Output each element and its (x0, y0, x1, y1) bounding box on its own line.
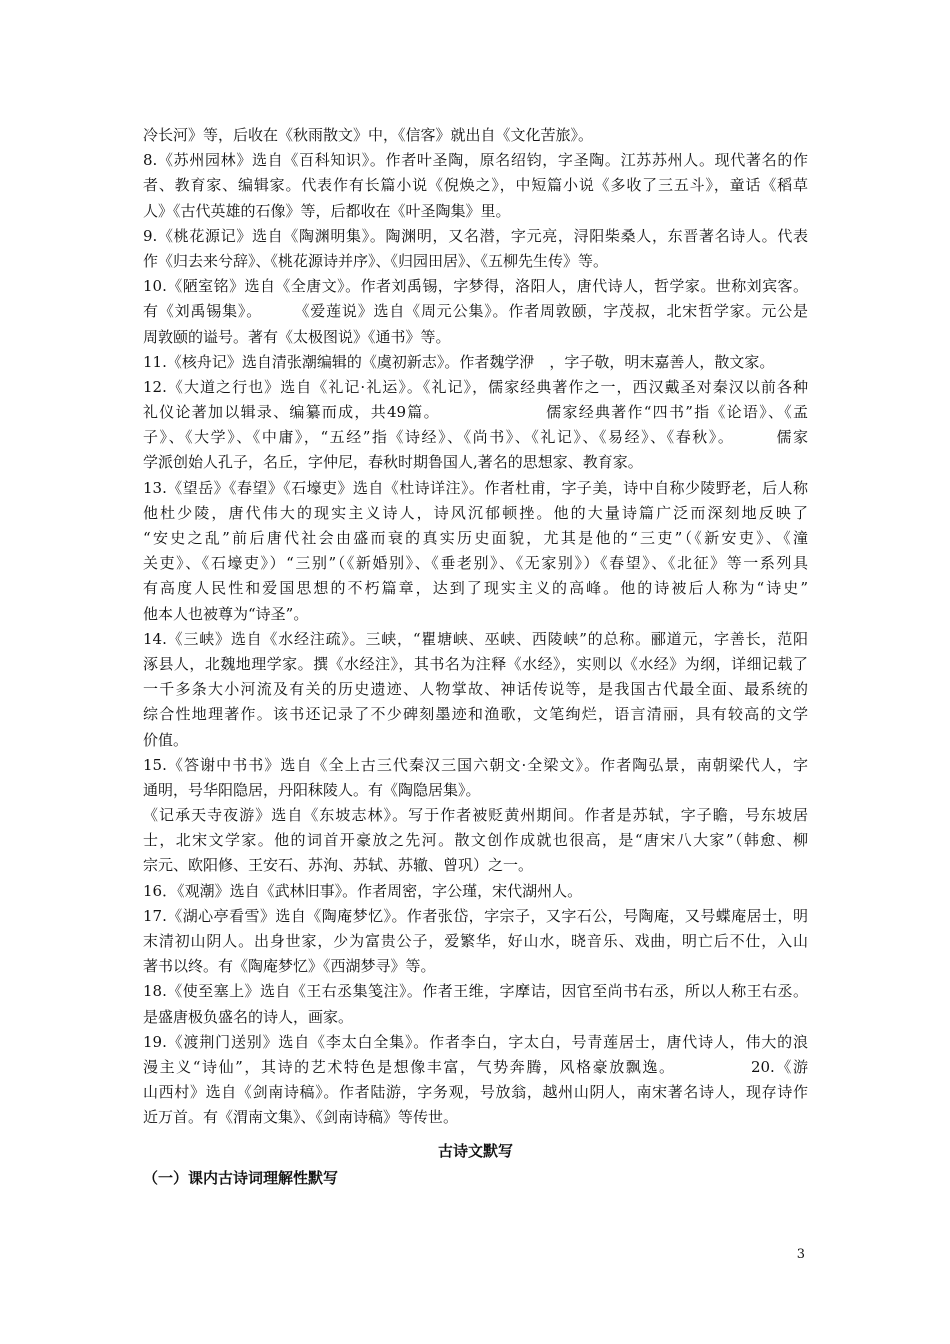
text-line: 9.《桃花源记》选自《陶渊明集》。陶渊明，又名潜，字元亮，浔阳柴桑人，东晋著名诗人。代表 (143, 226, 808, 245)
text-line: 周敦颐的谥号。著有《太极图说》《通书》等。 (143, 327, 451, 346)
text-line: 人》《古代英雄的石像》等，后都收在《叶圣陶集》里。 (143, 201, 511, 220)
text-line: 宗元、欧阳修、王安石、苏洵、苏轼、苏辙、曾巩）之一。 (143, 856, 534, 875)
text-line: “安史之乱”前后唐代社会由盛而衰的真实历史面貌，尤其是他的“三吏”（《新安吏》、《潼 (143, 529, 808, 547)
body-text (143, 123, 808, 1131)
text-line: 19.《渡荆门送别》选自《李太白全集》。作者李白，字太白，号青莲居士，唐代诗人，伟大的浪 (143, 1032, 808, 1051)
text-line: 14.《三峡》选自《水经注疏》。三峡，“瞿塘峡、巫峡、西陵峡”的总称。郦道元，字善长，范阳 (143, 629, 808, 648)
text-line: 15.《答谢中书书》选自《全上古三代秦汉三国六朝文·全梁文》。作者陶弘景，南朝梁代人，字 (143, 755, 808, 774)
text-line: 漫主义“诗仙”，其诗的艺术特色是想像丰富，气势奔腾，风格豪放飘逸。 20.《游 (143, 1057, 808, 1076)
text-line: 学派创始人孔子，名丘，字仲尼，春秋时期鲁国人,著名的思想家、教育家。 (143, 453, 643, 472)
text-line: 一千多条大小河流及有关的历史遗迹、人物掌故、神话传说等，是我国古代最全面、最系统的 (143, 680, 808, 699)
text-line: 是盛唐极负盛名的诗人，画家。 (143, 1007, 354, 1026)
text-line: 16．《观潮》选自《武林旧事》。作者周密，字公瑾，宋代湖州人。 (143, 881, 583, 900)
text-line: 关吏》、《石壕吏》）“三别”（《新婚别》、《垂老别》、《无家别》）《春望》、《北征》等一系列具 (143, 554, 808, 573)
section-title: 古诗文默写 (437, 1142, 513, 1160)
text-line: 8.《苏州园林》选自《百科知识》。作者叶圣陶，原名绍钧，字圣陶。江苏苏州人。现代著名的作 (143, 151, 808, 170)
text-line: 他杜少陵，唐代伟大的现实主义诗人，诗风沉郁顿挫。他的大量诗篇广泛而深刻地反映了 (143, 503, 808, 522)
page-number: 3 (796, 1247, 805, 1262)
text-line: 18.《使至塞上》选自《王右丞集笺注》。作者王维，字摩诘，因官至尚书右丞，所以人称王右丞。 (143, 982, 808, 1001)
text-line: 末清初山阴人。出身世家，少为富贵公子，爱繁华，好山水，晓音乐、戏曲，明亡后不仕，入山 (143, 932, 808, 950)
text-line: 作《归去来兮辞》、《桃花源诗并序》、《归园田居》、《五柳先生传》等。 (143, 251, 609, 270)
text-line: 《记承天寺夜游》选自《东坡志林》。写于作者被贬黄州期间。作者是苏轼，字子瞻，号东坡居 (143, 806, 808, 825)
text-line: 近万首。有《渭南文集》、《剑南诗稿》等传世。 (143, 1108, 459, 1127)
text-line: 11.《核舟记》选自清张潮编辑的《虞初新志》。作者魏学洢 ，字子敬，明末嘉善人，散文家。 (143, 352, 775, 371)
text-line: 10.《陋室铭》选自《全唐文》。作者刘禹锡，字梦得，洛阳人，唐代诗人，哲学家。世称刘宾客。 (143, 277, 808, 296)
subsection-title: （一）课内古诗词理解性默写 (143, 1169, 339, 1187)
text-line: 通明，号华阳隐居，丹阳秣陵人。有《陶隐居集》。 (143, 780, 481, 799)
text-line: 综合性地理著作。该书还记录了不少碑刻墨迹和渔歌，文笔绚烂，语言清丽，具有较高的文学 (143, 705, 808, 724)
text-line: 价值。 (143, 730, 189, 749)
text-line: 子》、《大学》、《中庸》，“五经”指《诗经》、《尚书》、《礼记》、《易经》、《春秋》。 儒家 (143, 428, 808, 447)
text-line: 者、教育家、编辑家。代表作有长篇小说《倪焕之》，中短篇小说《多收了三五斗》，童话《稻草 (143, 176, 808, 195)
text-line: 有《刘禹锡集》。 《爱莲说》选自《周元公集》。作者周敦颐，字茂叔，北宋哲学家。元公是 (143, 302, 808, 321)
text-line: 著书以终。有《陶庵梦忆》《西湖梦寻》等。 (143, 957, 436, 976)
text-line: 17.《湖心亭看雪》选自《陶庵梦忆》。作者张岱，字宗子，又字石公，号陶庵，又号蝶庵居士，明 (143, 906, 808, 925)
text-line: 士，北宋文学家。他的词首开豪放之先河。散文创作成就也很高，是“唐宋八大家”（韩愈、柳 (143, 831, 808, 850)
text-line: 有高度人民性和爱国思想的不朽篇章，达到了现实主义的高峰。他的诗被后人称为“诗史” (143, 579, 808, 598)
text-line: 12.《大道之行也》选自《礼记·礼运》。《礼记》，儒家经典著作之一，西汉戴圣对秦汉以前各种 (143, 377, 808, 396)
text-line: 13.《望岳》《春望》《石壕吏》选自《杜诗详注》。作者杜甫，字子美，诗中自称少陵野老，后人称 (143, 478, 808, 497)
text-line: 礼仪论著加以辑录、编纂而成，共49篇。 儒家经典著作“四书”指《论语》、《孟 (143, 403, 808, 422)
text-line: 冷长河》等，后收在《秋雨散文》中，《信客》就出自《文化苦旅》。 (143, 126, 594, 144)
text-line: 涿县人，北魏地理学家。撰《水经注》，其书名为注释《水经》，实则以《水经》为纲，详细记载了 (143, 654, 808, 673)
text-line: 他本人也被尊为“诗圣”。 (143, 604, 309, 623)
text-line: 山西村》选自《剑南诗稿》。作者陆游，字务观，号放翁，越州山阴人，南宋著名诗人，现存诗作 (143, 1083, 808, 1102)
